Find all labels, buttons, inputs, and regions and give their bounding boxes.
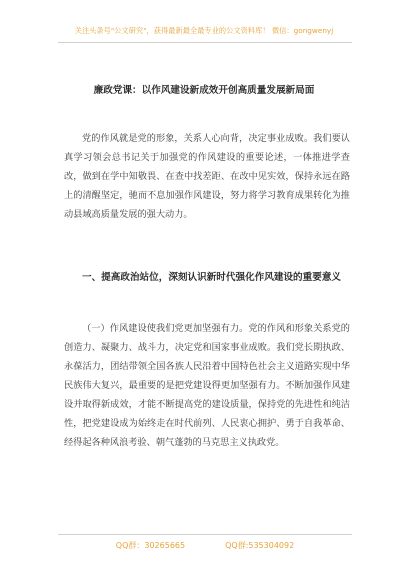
document-title: 廉政党课：以作风建设新成效开创高质量发展新局面: [93, 85, 315, 96]
footer: [60, 540, 350, 551]
footer-qq-group-2: QQ群:535304092: [225, 541, 295, 550]
header-banner: 关注头条号"公文研究"，获得最新最全最专业的公文资料库！ 微信：gongwenyj: [74, 26, 334, 35]
intro-paragraph: 党的作风就是党的形象，关系人心向背，决定事业成败。我们要认真学习领会总书记关于加强党的作风建设的重要论述，一体推进学查改，做到在学中知敬畏、在查中找差距、在改中见实效，保持永远在路上的清醒坚定，驰而不息加强作风建设，努力将学习教育成果转化为推动县域高质量发展的强大动力。: [64, 133, 350, 220]
footer-divider: [58, 534, 352, 535]
footer-qq-group-1: QQ群：30265665: [115, 541, 186, 550]
header-divider: [58, 42, 352, 43]
section-heading: 一、提高政治站位，深刻认识新时代强化作风建设的重要意义: [82, 272, 342, 283]
section-paragraph: （一）作风建设使我们党更加坚强有力。党的作风和形象关系党的创造力、凝聚力、战斗力，决定党和国家事业成败。我们党长期执政、永葆活力，团结带领全国各族人民沿着中国特色社会主义道路实现中华民族伟大复兴，最重要的是把党建设得更加坚强有力。不断加强作风建设并取得新成效，才能不断提高党的建设质量，保持党的先进性和纯洁性，把党建设成为始终走在时代前列、人民衷心拥护、勇于自我革命、经得起各种风浪考验、朝气蓬勃的马克思主义执政党。: [64, 323, 350, 448]
